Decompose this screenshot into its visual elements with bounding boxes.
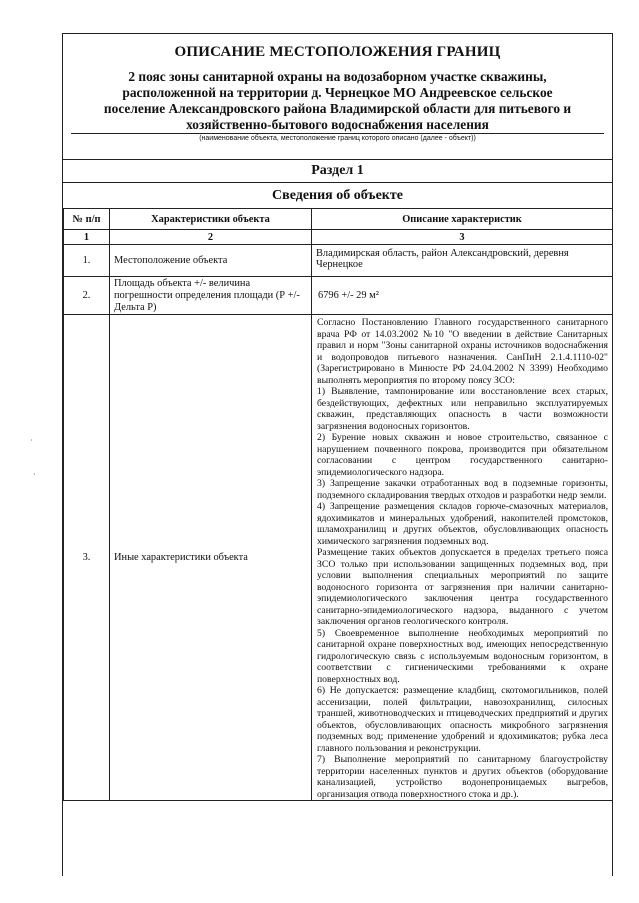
column-number-row (64, 230, 613, 245)
description-paragraph: 6) Не допускается: размещение кладбищ, скотомогильников, полей ассенизации, полей фильтрации, навозохранилищ, силосных траншей, животноводческих и птицеводческих предприятий и других объектов, обусловливающих опасность микробного загрязнения подземных вод; применение удобрений и ядохимикатов; рубка леса главного пользования и реконструкции. (317, 685, 608, 754)
characteristic-value (312, 315, 613, 801)
description-paragraph: 7) Выполнение мероприятий по санитарному благоустройству территории населенных пунктов и других объектов (оборудование канализацией, устройство водонепроницаемых выгребов, организация отвода поверхностного стока и др.). (317, 754, 608, 800)
object-name-line: хозяйственно-бытового водоснабжения населения (186, 117, 489, 132)
column-number: 1 (64, 230, 110, 245)
description-paragraph: 3) Запрещение закачки отработанных вод в подземные горизонты, подземного складирования твердых отходов и разработки недр земли. (317, 478, 608, 501)
document-title: ОПИСАНИЕ МЕСТОПОЛОЖЕНИЯ ГРАНИЦ (174, 44, 501, 60)
description-paragraph: Согласно Постановлению Главного государственного санитарного врача РФ от 14.03.2002 №10 "О введении в действие Санитарных правил и норм "Зоны санитарной охраны источников водоснабжения и водопроводов питьевого назначения. СанПиН 2.1.4.1110-02" (Зарегистрировано в Минюсте РФ 24.04.2002 N 3399) Необходимо выполнять мероприятия по второму поясу ЗСО: (317, 317, 608, 386)
scan-mark: · (30, 436, 33, 445)
object-name-line: расположенной на территории д. Чернецкое МО Андреевское сельское (122, 85, 553, 100)
column-header: Описание характеристик (312, 209, 613, 230)
object-name-caption: (наименование объекта, местоположение границ которого описано (далее - объект)) (71, 133, 604, 142)
description-paragraph: 4) Запрещение размещения складов горюче-смазочных материалов, ядохимикатов и минеральных удобрений, накопителей промстоков, шламохранилищ и других объектов, обусловливающих опасность химического загрязнения подземных вод. (317, 501, 608, 547)
column-header: № п/п (64, 209, 110, 230)
row-number: 1. (64, 245, 110, 277)
object-name-line: 2 пояс зоны санитарной охраны на водозаборном участке скважины, (128, 69, 547, 84)
characteristic-value: 6796 +/- 29 м² (312, 277, 613, 315)
table-row (64, 245, 613, 277)
characteristic-name: Иные характеристики объекта (110, 315, 312, 801)
characteristic-value: Владимирская область, район Александровский, деревня Чернецкое (312, 245, 613, 277)
column-header: Характеристики объекта (110, 209, 312, 230)
description-paragraph: 2) Бурение новых скважин и новое строительство, связанное с нарушением почвенного покрова, производится при обязательном согласовании с центром государственного санитарно-эпидемиологического надзора. (317, 432, 608, 478)
description-paragraph: 5) Своевременное выполнение необходимых мероприятий по санитарной охране поверхностных вод, имеющих непосредственную гидрологическую связь с используемым водоносным горизонтом, в соответствии с гигиеническими требованиями к охране поверхностных вод. (317, 627, 608, 685)
column-number: 2 (110, 230, 312, 245)
object-name (71, 69, 604, 133)
description-paragraph: 1) Выявление, тампонирование или восстановление всех старых, бездействующих, дефектных или неправильно эксплуатируемых скважин, представляющих опасность в части возможности загрязнения водоносных горизонтов. (317, 386, 608, 432)
object-name-line: поселение Александровского района Владимирской области для питьевого и (103, 101, 572, 116)
characteristic-name: Местоположение объекта (110, 245, 312, 277)
characteristic-name: Площадь объекта +/- величина погрешности определения площади (Р +/- Дельта Р) (110, 277, 312, 315)
column-number: 3 (312, 230, 613, 245)
table-row (64, 315, 613, 801)
document-frame (62, 33, 613, 876)
table-row (64, 277, 613, 315)
row-number: 2. (64, 277, 110, 315)
section-subtitle: Сведения об объекте (63, 182, 612, 209)
section-title: Раздел 1 (63, 159, 612, 182)
description-paragraph: Размещение таких объектов допускается в пределах третьего пояса ЗСО только при использовании защищенных подземных вод, при условии выполнения специальных мероприятий по защите водоносного горизонта от загрязнения при наличии санитарно-эпидемиологического заключения центра государственного санитарно-эпидемиологического надзора, выданного с учетом заключения органов геологического контроля. (317, 547, 608, 627)
row-number: 3. (64, 315, 110, 801)
scan-mark: · (33, 470, 36, 479)
object-info-table (63, 208, 613, 801)
table-header-row (64, 209, 613, 230)
